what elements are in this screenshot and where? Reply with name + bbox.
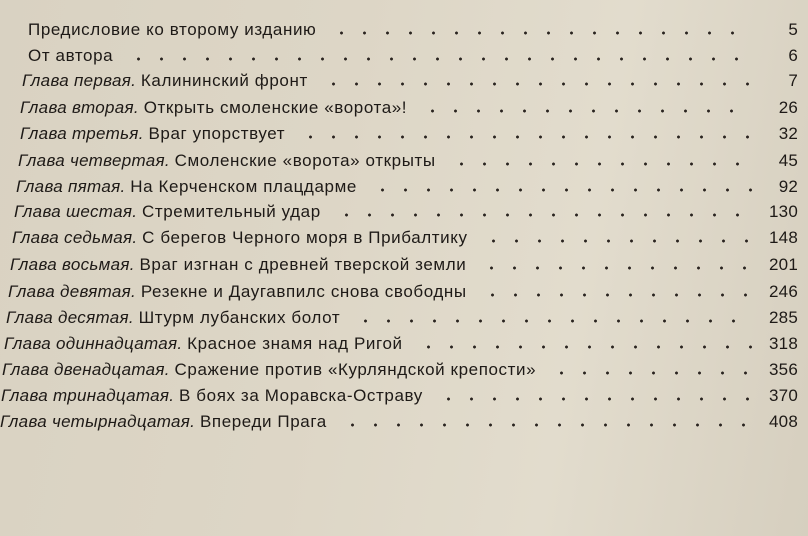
toc-entry <box>0 357 808 383</box>
toc-entry-text <box>0 409 327 435</box>
chapter-title: Смоленские «ворота» открыты <box>174 151 436 170</box>
chapter-title: Открыть смоленские «ворота»! <box>143 98 408 117</box>
toc-entry-text <box>20 95 407 121</box>
page-number: 201 <box>769 255 798 274</box>
page-number: 318 <box>769 334 798 353</box>
page-number: 26 <box>778 98 798 117</box>
dot-leader <box>421 95 752 121</box>
toc-entry-text <box>20 121 285 147</box>
dot-leader <box>371 174 752 200</box>
toc-entry <box>0 43 808 69</box>
chapter-title: От автора <box>28 46 114 65</box>
toc-entry <box>0 225 808 251</box>
toc-entry <box>0 383 808 409</box>
page-number: 7 <box>788 71 798 90</box>
page-number: 408 <box>769 412 798 431</box>
chapter-title: Предисловие ко второму изданию <box>28 20 317 39</box>
chapter-title: Калининский фронт <box>140 71 308 90</box>
toc-entry-text <box>1 383 423 409</box>
chapter-label: Глава вторая. <box>20 98 139 117</box>
chapter-label: Глава восьмая. <box>10 255 135 274</box>
chapter-label: Глава пятая. <box>16 177 126 196</box>
page-number: 6 <box>788 46 798 65</box>
page-number: 92 <box>778 177 798 196</box>
dot-leader <box>482 225 752 251</box>
chapter-title: Резекне и Даугавпилс снова свободны <box>140 282 467 301</box>
toc-entry <box>0 252 808 278</box>
chapter-label: Глава десятая. <box>6 308 134 327</box>
toc-entry <box>0 279 808 305</box>
chapter-label: Глава четырнадцатая. <box>0 412 196 431</box>
dot-leader <box>335 199 752 225</box>
chapter-label: Глава седьмая. <box>12 228 138 247</box>
dot-leader <box>450 148 752 174</box>
toc-entry <box>0 174 808 200</box>
dot-leader <box>550 357 752 383</box>
chapter-label: Глава девятая. <box>8 282 137 301</box>
page-number: 130 <box>769 202 798 221</box>
chapter-title: Стремительный удар <box>141 202 321 221</box>
toc-entry-text <box>10 252 466 278</box>
chapter-label: Глава шестая. <box>14 202 138 221</box>
page-number: 148 <box>769 228 798 247</box>
chapter-title: Штурм лубанских болот <box>138 308 341 327</box>
toc-entry-text <box>16 174 357 200</box>
dot-leader <box>330 17 752 43</box>
toc-entry <box>0 148 808 174</box>
dot-leader <box>341 409 752 435</box>
toc-entry-text <box>22 68 308 94</box>
dot-leader <box>481 279 752 305</box>
chapter-title: С берегов Черного моря в Прибалтику <box>142 228 468 247</box>
toc-entry-text <box>2 357 536 383</box>
chapter-title: Враг упорствует <box>148 124 286 143</box>
toc-entry <box>0 68 808 94</box>
chapter-title: Враг изгнан с древней тверской земли <box>139 255 467 274</box>
toc-entry-text <box>6 305 340 331</box>
dot-leader <box>299 121 752 147</box>
dot-leader <box>127 43 752 69</box>
toc-entry-text <box>28 43 113 69</box>
chapter-label: Глава тринадцатая. <box>1 386 175 405</box>
chapter-title: Впереди Прага <box>199 412 327 431</box>
toc-entry <box>0 331 808 357</box>
toc-entry-text <box>12 225 468 251</box>
chapter-title: Красное знамя над Ригой <box>187 334 403 353</box>
toc-entry <box>0 409 808 435</box>
page-number: 246 <box>769 282 798 301</box>
chapter-label: Глава первая. <box>22 71 137 90</box>
toc-entry <box>0 95 808 121</box>
page-number: 5 <box>788 20 798 39</box>
chapter-title: В боях за Моравска-Остраву <box>179 386 423 405</box>
dot-leader <box>354 305 752 331</box>
chapter-label: Глава четвертая. <box>18 151 170 170</box>
page-number: 370 <box>769 386 798 405</box>
page-number: 356 <box>769 360 798 379</box>
page-number: 32 <box>778 124 798 143</box>
toc-entry <box>0 17 808 43</box>
toc-entry <box>0 121 808 147</box>
toc-entry-text <box>14 199 321 225</box>
page-number: 285 <box>769 308 798 327</box>
toc-entry-text <box>4 331 403 357</box>
chapter-title: Сражение против «Курляндской крепости» <box>174 360 537 379</box>
page-number: 45 <box>778 151 798 170</box>
dot-leader <box>480 252 752 278</box>
dot-leader <box>417 331 752 357</box>
toc-entry-text <box>28 17 316 43</box>
chapter-title: На Керченском плацдарме <box>130 177 357 196</box>
chapter-label: Глава одиннадцатая. <box>4 334 183 353</box>
toc-entry <box>0 199 808 225</box>
dot-leader <box>437 383 752 409</box>
toc-entry-text <box>18 148 436 174</box>
toc-entry <box>0 305 808 331</box>
chapter-label: Глава третья. <box>20 124 144 143</box>
chapter-label: Глава двенадцатая. <box>2 360 170 379</box>
toc-entry-text <box>8 279 467 305</box>
dot-leader <box>322 68 752 94</box>
